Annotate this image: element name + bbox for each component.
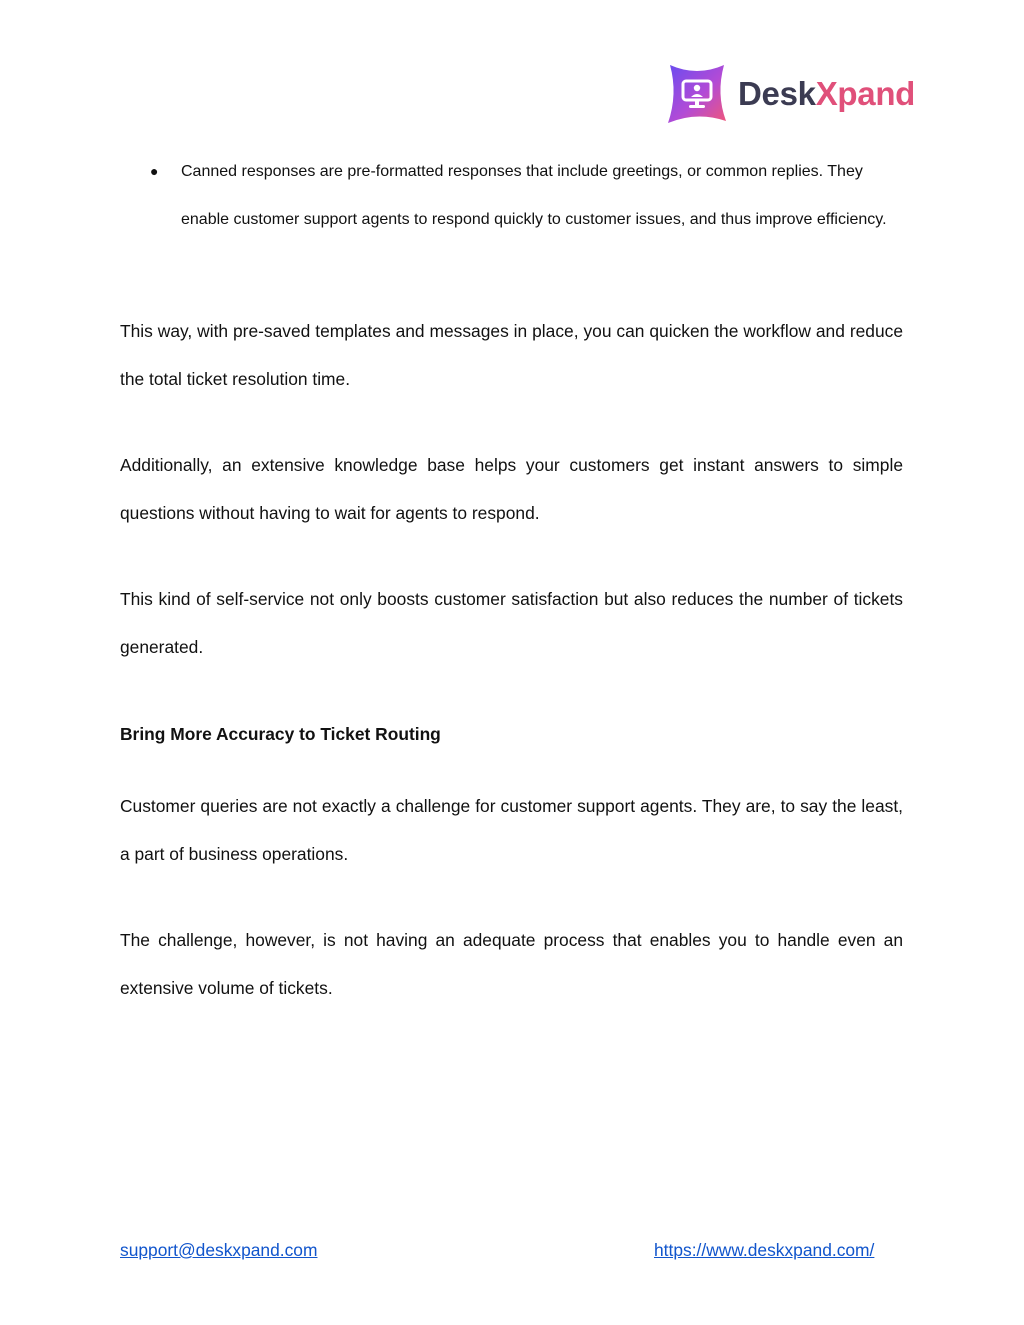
bullet-text: Canned responses are pre-formatted responses that include greetings, or common replies. They enable customer support agents to respond quickly to customer issues, and thus improve efficiency. [181, 163, 887, 228]
bullet-item [150, 148, 903, 243]
paragraph-templates: This way, with pre-saved templates and messages in place, you can quicken the workflow and reduce the total ticket resolution time. [120, 321, 903, 389]
footer-website-link[interactable]: https://www.deskxpand.com/ [654, 1240, 875, 1260]
logo-wordmark: DeskXpand [738, 75, 916, 112]
deskxpand-logo [664, 60, 944, 128]
footer-email-link[interactable]: support@deskxpand.com [120, 1240, 318, 1260]
bullet-dot-icon: ● [150, 163, 159, 179]
monitor-person-icon [664, 61, 730, 127]
paragraph-challenge: The challenge, however, is not having an adequate process that enables you to handle even an extensive volume of tickets. [120, 930, 903, 998]
paragraph-knowledge-base: Additionally, an extensive knowledge base helps your customers get instant answers to simple questions without having to wait for agents to respond. [120, 455, 903, 523]
section-heading: Bring More Accuracy to Ticket Routing [120, 724, 441, 744]
paragraph-self-service: This kind of self-service not only boosts customer satisfaction but also reduces the number of tickets generated. [120, 589, 903, 657]
paragraph-customer-queries: Customer queries are not exactly a challenge for customer support agents. They are, to say the least, a part of business operations. [120, 796, 903, 864]
